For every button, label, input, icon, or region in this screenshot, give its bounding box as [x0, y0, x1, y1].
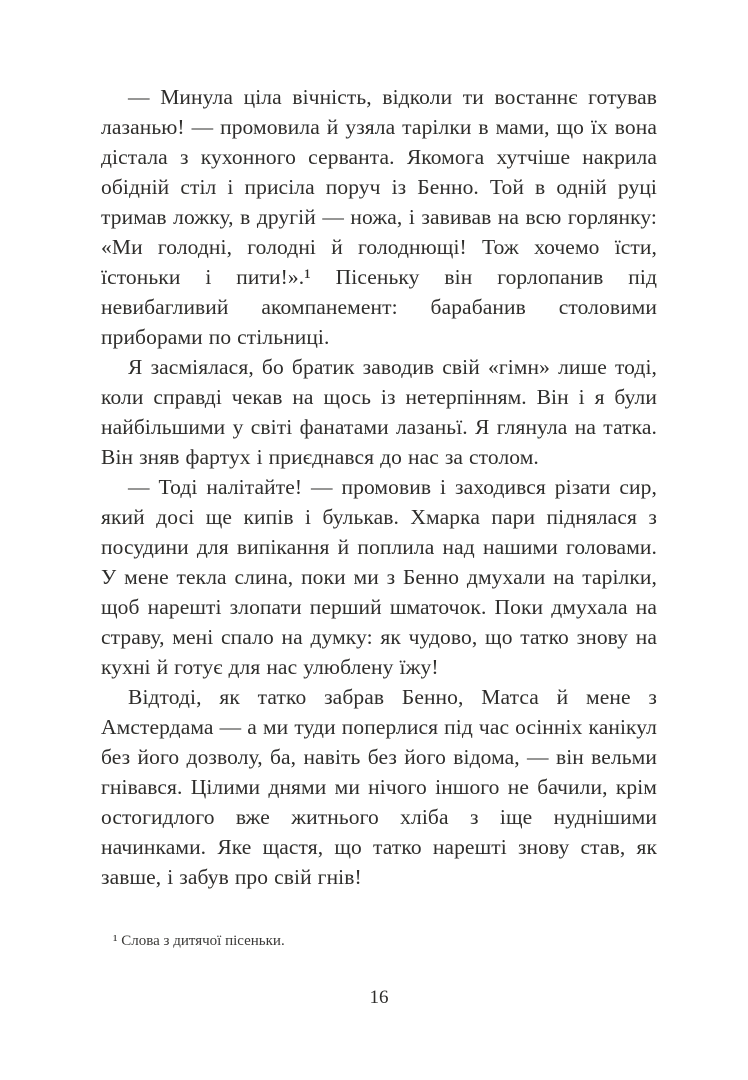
paragraph-4: Відтоді, як татко забрав Бенно, Матса й мене з Амстердама — а ми туди поперлися під час осінніх канікул без його дозволу, ба, навіть без його відома, — він вельми гнівався. Цілими днями ми нічого іншого не бачили, крім остогидлого вже житнього хліба з іще нуднішими начинками. Яке щастя, що татко нарешті знову став, як завше, і забув про свій гнів! [101, 685, 657, 889]
paragraph-1: — Минула ціла вічність, відколи ти востаннє готував лазанью! — промовила й узяла тарілки в мами, що їх вона дістала з кухонного серванта. Якомога хутчіше накрила обідній стіл і присіла поруч із Бенно. Той в одній руці тримав ложку, в другій — ножа, і завивав на всю горлянку: «Ми голодні, голодні й голоднющі! Тож хочемо їсти, їстоньки і пити!».¹ Пісеньку він горлопанив під невибагливий акомпанемент: барабанив столовими приборами по стільниці. [101, 85, 657, 349]
body-text [101, 82, 657, 892]
page-number: 16 [369, 987, 389, 1008]
footnote: ¹ Слова з дитячої пісеньки. [113, 933, 285, 949]
paragraph-2: Я засміялася, бо братик заводив свій «гімн» лише тоді, коли справді чекав на щось із нетерпінням. Він і я були найбільшими у світі фанатами лазаньї. Я глянула на татка. Він зняв фартух і приєднався до нас за столом. [101, 355, 657, 469]
paragraph-3: — Тоді налітайте! — промовив і заходився різати сир, який досі ще кипів і булькав. Хмарка пари піднялася з посудини для випікання й поплила над нашими головами. У мене текла слина, поки ми з Бенно дмухали на тарілки, щоб нарешті злопати перший шматочок. Поки дмухала на страву, мені спало на думку: як чудово, що татко знову на кухні й готує для нас улюблену їжу! [101, 475, 657, 679]
